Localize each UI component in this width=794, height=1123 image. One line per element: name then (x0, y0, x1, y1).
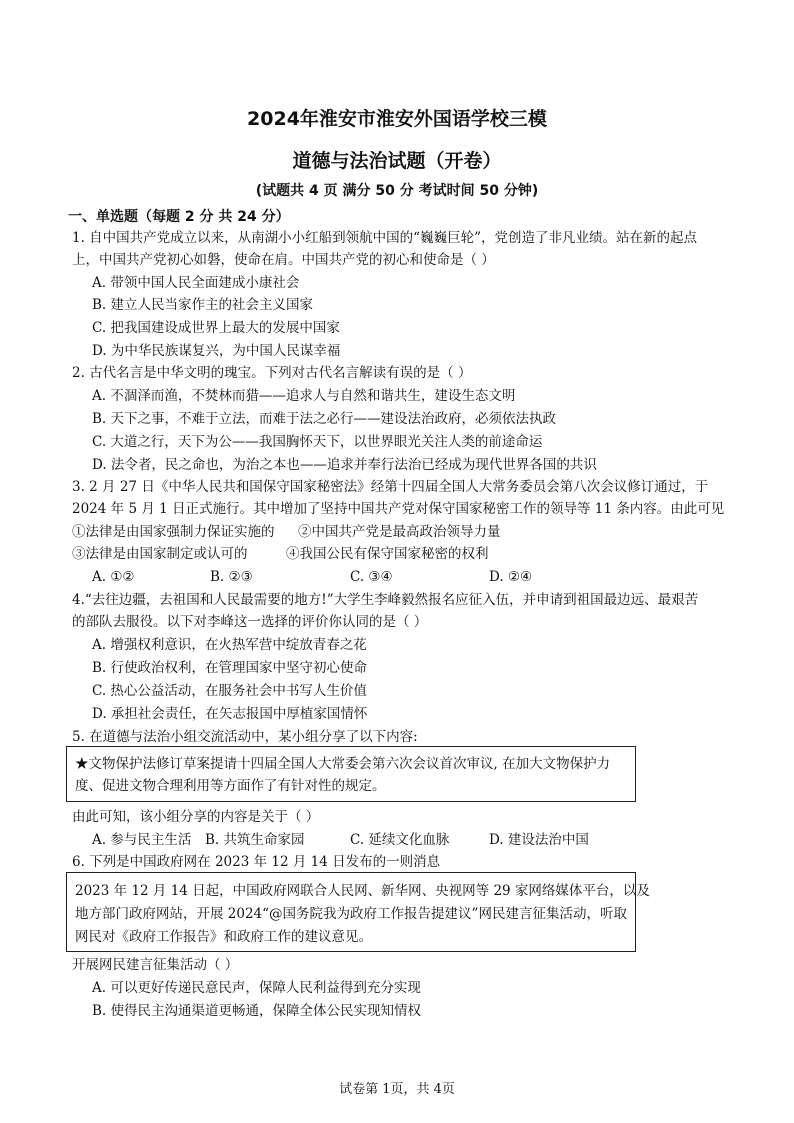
q6-material-line3: 网民对《政府工作报告》和政府工作的建议意见。 (75, 929, 372, 945)
q6-option-a: A. 可以更好传递民意民声，保障人民利益得到充分实现 (92, 980, 421, 996)
q5-option-b: B. 共筑生命家园 (205, 832, 305, 848)
q5-material-line1: ★文物保护法修订草案提请十四届全国人大常委会第六次会议首次审议, 在加大文物保护力 (75, 756, 611, 772)
q6-option-b: B. 使得民主沟通渠道更畅通，保障全体公民实现知情权 (92, 1003, 422, 1019)
q3-statement-2: ②中国共产党是最高政治领导力量 (298, 524, 501, 540)
q5-option-a: A. 参与民主生活 (92, 832, 192, 848)
q1-stem-line1: 1. 自中国共产党成立以来，从南湖小小红船到领航中国的“巍巍巨轮”，党创造了非凡业绩。站在新的起点 (72, 230, 697, 246)
q4-option-c: C. 热心公益活动，在服务社会中书写人生价值 (92, 683, 367, 699)
q1-stem-line2: 上，中国共产党初心如磐，使命在肩。中国共产党的初心和使命是（ ） (72, 252, 495, 268)
q5-question: 由此可知，该小组分享的内容是关于（ ） (72, 809, 320, 825)
q5-option-d: D. 建设法治中国 (489, 832, 589, 848)
q1-option-a: A. 带领中国人民全面建成小康社会 (92, 275, 300, 291)
section-heading: 一、单选题（每题 2 分 共 24 分） (68, 209, 290, 225)
q6-material-line2: 地方部门政府网站，开展 2024“@国务院我为政府工作报告提建议”网民建言征集活动，听取 (75, 906, 627, 922)
q5-stem-line1: 5. 在道德与法治小组交流活动中，某小组分享了以下内容: (72, 729, 418, 745)
q3-stem-line2: 2024 年 5 月 1 日正式施行。其中增加了坚持中国共产党对保守国家秘密工作的领导等 11 条内容。由此可见 (72, 501, 725, 517)
q2-option-d: D. 法令者，民之命也，为治之本也——追求并奉行法治已经成为现代世界各国的共识 (92, 457, 597, 473)
q3-statement-4: ④我国公民有保守国家秘密的权利 (286, 546, 489, 562)
q3-option-b: B. ②③ (210, 569, 253, 585)
q2-option-c: C. 大道之行，天下为公——我国胸怀天下，以世界眼光关注人类的前途命运 (92, 434, 543, 450)
exam-info: (试题共 4 页 满分 50 分 考试时间 50 分钟) (255, 183, 539, 199)
q5-material-line2: 度、促进文物合理利用等方面作了有针对性的规定。 (75, 778, 386, 794)
q6-question: 开展网民建言征集活动（ ） (72, 957, 239, 973)
q5-material-box (66, 746, 636, 802)
q4-option-a: A. 增强权利意识，在火热军营中绽放青春之花 (92, 637, 367, 653)
q2-stem-line1: 2. 古代名言是中华文明的瑰宝。下列对古代名言解读有误的是（ ） (72, 365, 472, 381)
q1-option-c: C. 把我国建设成世界上最大的发展中国家 (92, 320, 340, 336)
q2-option-a: A. 不涸泽而渔，不焚林而猎——追求人与自然和谐共生，建设生态文明 (92, 388, 516, 404)
q3-option-d: D. ②④ (489, 569, 533, 585)
q4-option-b: B. 行使政治权利，在管理国家中坚守初心使命 (92, 660, 368, 676)
q3-option-c: C. ③④ (350, 569, 393, 585)
q2-option-b: B. 天下之事，不难于立法，而难于法之必行——建设法治政府，必须依法执政 (92, 411, 557, 427)
q4-option-d: D. 承担社会责任，在矢志报国中厚植家国情怀 (92, 706, 368, 722)
q3-statement-3: ③法律是由国家制定或认可的 (72, 546, 248, 562)
q1-option-d: D. 为中华民族谋复兴，为中国人民谋幸福 (92, 343, 341, 359)
q6-material-line1: 2023 年 12 月 14 日起，中国政府网联合人民网、新华网、央视网等 29 家网络媒体平台，以及 (75, 883, 650, 899)
q3-stem-line1: 3. 2 月 27 日《中华人民共和国保守国家秘密法》经第十四届全国人大常务委员会第八次会议修订通过，于 (72, 479, 709, 495)
q5-option-c: C. 延续文化血脉 (350, 832, 450, 848)
q4-stem-line1: 4.“去往边疆，去祖国和人民最需要的地方!”大学生李峰毅然报名应征入伍，并申请到祖国最边远、最艰苦 (72, 592, 699, 608)
q3-option-a: A. ①② (92, 569, 135, 585)
q4-stem-line2: 的部队去服役。以下对李峰这一选择的评价你认同的是（ ） (72, 614, 428, 630)
q1-option-b: B. 建立人民当家作主的社会主义国家 (92, 297, 314, 313)
exam-title: 2024年淮安市淮安外国语学校三模 (247, 108, 547, 130)
page-footer: 试卷第 1页，共 4页 (339, 1082, 455, 1097)
q6-stem-line1: 6. 下列是中国政府网在 2023 年 12 月 14 日发布的一则消息 (72, 854, 441, 870)
q3-statement-1: ①法律是由国家强制力保证实施的 (72, 524, 275, 540)
exam-subject: 道德与法治试题（开卷） (292, 150, 502, 172)
q6-material-box (66, 872, 650, 952)
